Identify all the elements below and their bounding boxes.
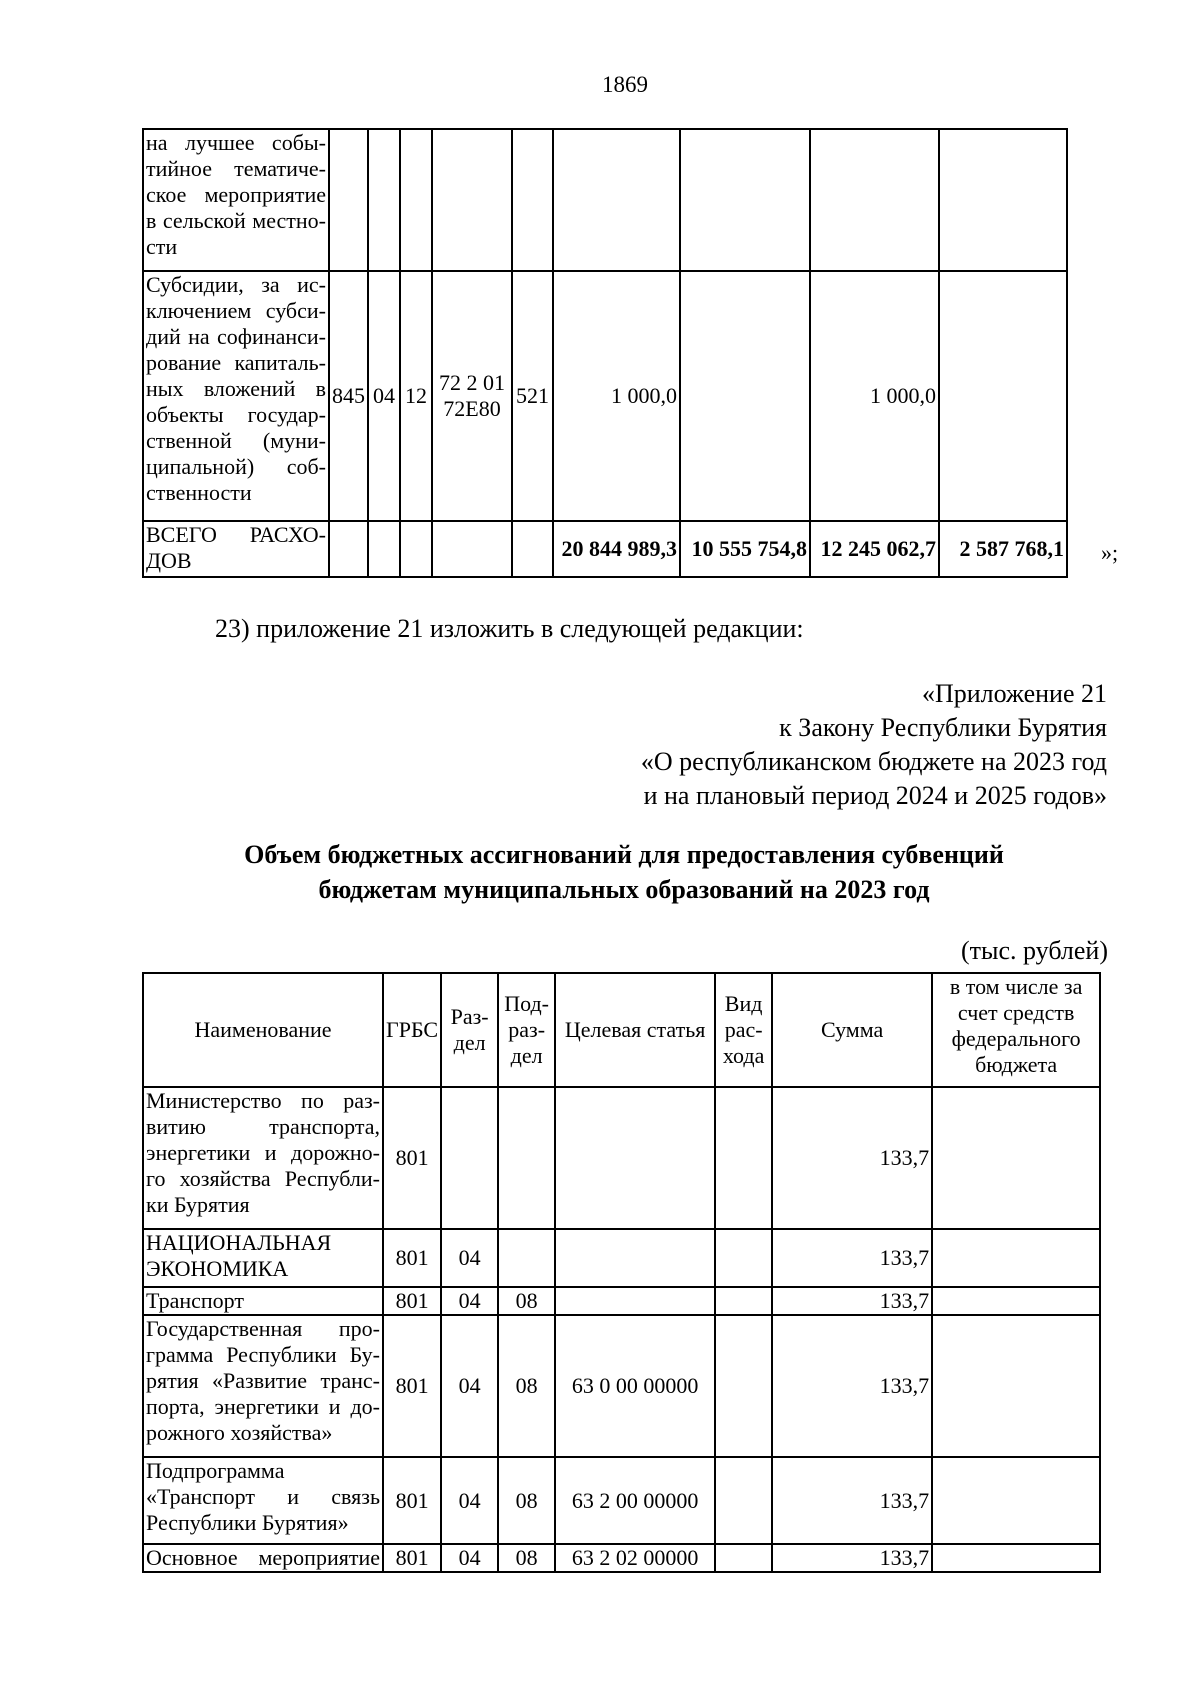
table-row [143, 1457, 1100, 1544]
fed-cell [932, 1287, 1100, 1315]
table-row [143, 1087, 1100, 1229]
grbs-cell: 801 [383, 1287, 441, 1315]
sum-2024-cell [680, 129, 810, 271]
vr-cell [715, 1457, 772, 1544]
fed-cell [932, 1315, 1100, 1457]
row-name: НАЦИОНАЛЬНАЯ ЭКОНОМИКА [143, 1229, 383, 1287]
fed-cell [932, 1229, 1100, 1287]
fed-cell [932, 1457, 1100, 1544]
vr-cell [715, 1544, 772, 1572]
cs-cell: 63 2 02 00000 [555, 1544, 715, 1572]
total-fed: 2 587 768,1 [939, 521, 1067, 577]
sum-2024-cell [680, 271, 810, 521]
expenses-table-continuation [142, 128, 1068, 578]
header-name: Наименование [143, 973, 383, 1087]
podrazdel-cell: 12 [400, 271, 432, 521]
total-2023: 20 844 989,3 [553, 521, 680, 577]
vr-cell [715, 1315, 772, 1457]
annex-header [641, 677, 1107, 813]
row-name: Подпрограмма «Транспорт и связь Республики Бурятия» [143, 1457, 383, 1544]
podrazdel-cell: 08 [498, 1544, 555, 1572]
title-line: Объем бюджетных ассигнований для предоставления субвенций [244, 840, 1004, 869]
grbs-cell: 801 [383, 1544, 441, 1572]
grbs-cell: 801 [383, 1315, 441, 1457]
header-row [143, 973, 1100, 1087]
document-title [142, 837, 1106, 907]
header-fed: в том числе за счет средств федерального бюджета [932, 973, 1100, 1087]
annex-line: и на плановый период 2024 и 2025 годов» [643, 781, 1107, 810]
vr-cell: 521 [512, 271, 553, 521]
razdel-cell: 04 [441, 1544, 498, 1572]
sum-cell: 133,7 [772, 1457, 932, 1544]
grbs-cell: 801 [383, 1229, 441, 1287]
razdel-cell [368, 129, 400, 271]
cs-cell: 72 2 01 72Е80 [432, 271, 512, 521]
closing-quote: »; [1101, 540, 1119, 565]
total-row [143, 521, 1067, 577]
fed-cell [932, 1087, 1100, 1229]
header-razdel: Раз-дел [441, 973, 498, 1087]
table-row [143, 1287, 1100, 1315]
razdel-cell: 04 [441, 1287, 498, 1315]
total-2024: 10 555 754,8 [680, 521, 810, 577]
fed-cell [939, 271, 1067, 521]
sum-2025-cell [810, 129, 939, 271]
razdel-cell: 04 [441, 1457, 498, 1544]
header-vr: Вид рас-хода [715, 973, 772, 1087]
podrazdel-cell: 08 [498, 1457, 555, 1544]
sum-cell: 133,7 [772, 1229, 932, 1287]
header-sum: Сумма [772, 973, 932, 1087]
sum-cell: 133,7 [772, 1544, 932, 1572]
sum-2023-cell [553, 129, 680, 271]
vr-cell [715, 1087, 772, 1229]
vr-cell [715, 1287, 772, 1315]
razdel-cell: 04 [441, 1229, 498, 1287]
table-row [143, 129, 1067, 271]
table-row [143, 1229, 1100, 1287]
razdel-cell [441, 1087, 498, 1229]
sum-2023-cell: 1 000,0 [553, 271, 680, 521]
razdel-cell: 04 [368, 271, 400, 521]
vr-cell [512, 129, 553, 271]
sum-cell: 133,7 [772, 1315, 932, 1457]
grbs-cell: 801 [383, 1457, 441, 1544]
grbs-cell: 801 [383, 1087, 441, 1229]
table-row [143, 271, 1067, 521]
podrazdel-cell: 08 [498, 1315, 555, 1457]
total-label: ВСЕГО РАСХО-ДОВ [143, 521, 329, 577]
podrazdel-cell [498, 1087, 555, 1229]
fed-cell [932, 1544, 1100, 1572]
page-number: 1869 [602, 72, 648, 97]
vr-cell [715, 1229, 772, 1287]
table-row [143, 1315, 1100, 1457]
cs-cell [555, 1287, 715, 1315]
header-grbs: ГРБС [383, 973, 441, 1087]
subventions-table [142, 972, 1101, 1573]
annex-line: «О республиканском бюджете на 2023 год [640, 747, 1107, 776]
cs-cell: 63 0 00 00000 [555, 1315, 715, 1457]
grbs-cell [329, 129, 368, 271]
row-name: Основное мероприятие [143, 1544, 383, 1572]
cs-cell [555, 1087, 715, 1229]
cs-cell [432, 129, 512, 271]
annex-line: к Закону Республики Бурятия [779, 713, 1107, 742]
sum-cell: 133,7 [772, 1087, 932, 1229]
cs-cell: 63 2 00 00000 [555, 1457, 715, 1544]
podrazdel-cell: 08 [498, 1287, 555, 1315]
table-row [143, 1544, 1100, 1572]
title-line: бюджетам муниципальных образований на 2023 год [318, 875, 930, 904]
razdel-cell: 04 [441, 1315, 498, 1457]
sum-2025-cell: 1 000,0 [810, 271, 939, 521]
grbs-cell: 845 [329, 271, 368, 521]
paragraph-23: 23) приложение 21 изложить в следующей редакции: [215, 614, 804, 643]
row-name: Министерство по раз-витию транспорта, энергетики и дорожно-го хозяйства Республи-ки Бурятия [143, 1087, 383, 1229]
sum-cell: 133,7 [772, 1287, 932, 1315]
row-name: Субсидии, за ис-ключением субси-дий на софинанси-рование капиталь-ных вложений в объекты государ-ственной (муни-ципальной) соб-ственности [143, 271, 329, 521]
podrazdel-cell [498, 1229, 555, 1287]
row-name: на лучшее собы-тийное тематиче-ское мероприятие в сельской местно-сти [143, 129, 329, 271]
header-cs: Целевая статья [555, 973, 715, 1087]
header-podrazdel: Под-раз-дел [498, 973, 555, 1087]
podrazdel-cell [400, 129, 432, 271]
row-name: Государственная про-грамма Республики Бу-рятия «Развитие транс-порта, энергетики и до-рожного хозяйства» [143, 1315, 383, 1457]
row-name: Транспорт [143, 1287, 383, 1315]
annex-line: «Приложение 21 [921, 679, 1107, 708]
fed-cell [939, 129, 1067, 271]
cs-cell [555, 1229, 715, 1287]
units-label: (тыс. рублей) [960, 936, 1108, 965]
total-2025: 12 245 062,7 [810, 521, 939, 577]
